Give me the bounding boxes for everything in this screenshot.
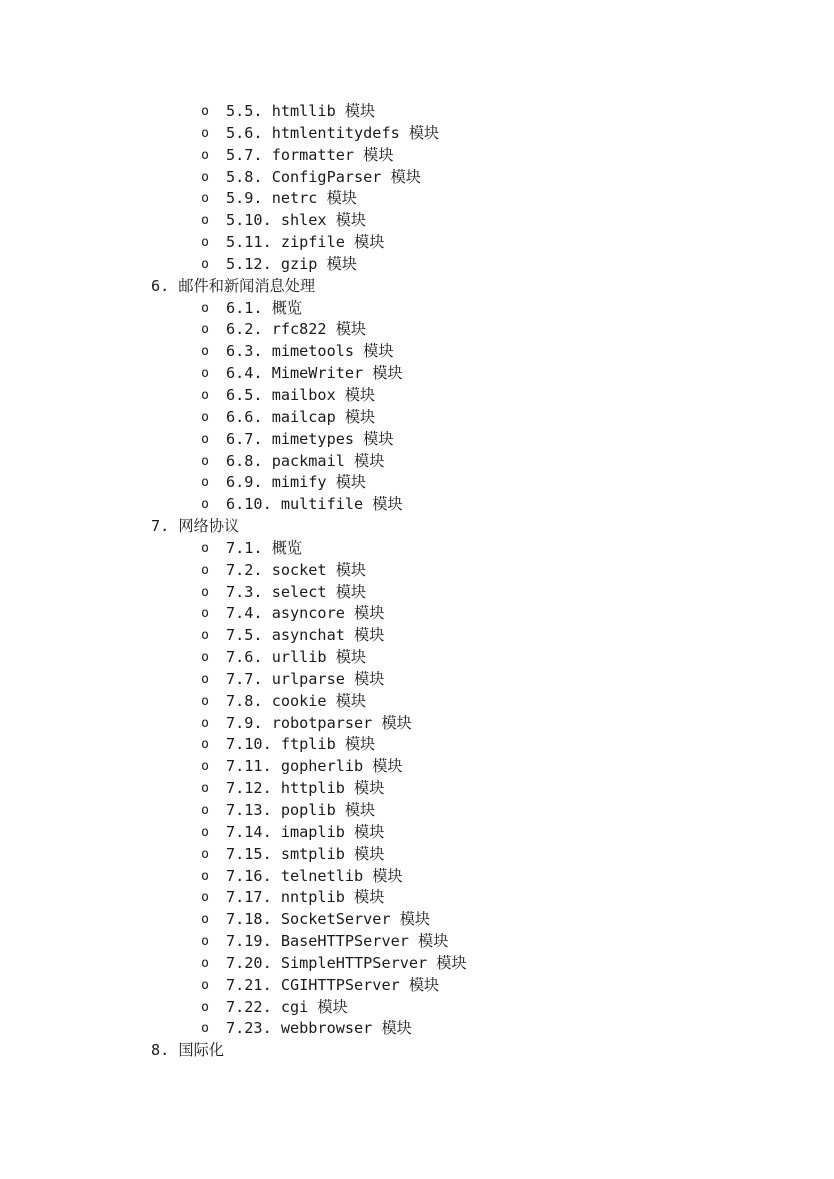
toc-subsection-item[interactable] — [0, 844, 834, 866]
toc-subsection-item[interactable] — [0, 582, 834, 604]
toc-subsection-item[interactable] — [0, 145, 834, 167]
circle-bullet-icon: o — [201, 256, 209, 272]
toc-subsection-item[interactable] — [0, 538, 834, 560]
toc-subsection-item[interactable] — [0, 210, 834, 232]
circle-bullet-icon: o — [201, 868, 209, 884]
circle-bullet-icon: o — [201, 366, 209, 382]
toc-subsection-item[interactable] — [0, 385, 834, 407]
toc-subsection-item[interactable] — [0, 298, 834, 320]
toc-entry-label[interactable]: 7.6. urllib 模块 — [226, 648, 367, 667]
toc-subsection-item[interactable] — [0, 560, 834, 582]
toc-subsection-item[interactable] — [0, 451, 834, 473]
circle-bullet-icon: o — [201, 955, 209, 971]
toc-subsection-item[interactable] — [0, 756, 834, 778]
toc-subsection-item[interactable] — [0, 232, 834, 254]
toc-entry-label[interactable]: 7.11. gopherlib 模块 — [226, 757, 403, 776]
circle-bullet-icon: o — [201, 169, 209, 185]
circle-bullet-icon: o — [201, 693, 209, 709]
circle-bullet-icon: o — [201, 977, 209, 993]
toc-entry-label[interactable]: 5.6. htmlentitydefs 模块 — [226, 123, 440, 142]
circle-bullet-icon: o — [201, 125, 209, 141]
toc-subsection-item[interactable] — [0, 603, 834, 625]
circle-bullet-icon: o — [201, 606, 209, 622]
circle-bullet-icon: o — [201, 650, 209, 666]
circle-bullet-icon: o — [201, 999, 209, 1015]
circle-bullet-icon: o — [201, 453, 209, 469]
toc-entry-label[interactable]: 6.6. mailcap 模块 — [226, 407, 376, 426]
circle-bullet-icon: o — [201, 409, 209, 425]
circle-bullet-icon: o — [201, 147, 209, 163]
circle-bullet-icon: o — [201, 562, 209, 578]
toc-subsection-item[interactable] — [0, 625, 834, 647]
toc-entry-label[interactable]: 7.23. webbrowser 模块 — [226, 1019, 412, 1038]
toc-subsection-item[interactable] — [0, 866, 834, 888]
toc-subsection-item[interactable] — [0, 167, 834, 189]
toc-entry-label[interactable]: 5.9. netrc 模块 — [226, 189, 357, 208]
toc-subsection-item[interactable] — [0, 713, 834, 735]
toc-entry-label[interactable]: 5.11. zipfile 模块 — [226, 233, 385, 252]
toc-entry-label[interactable]: 7.22. cgi 模块 — [226, 997, 348, 1016]
toc-subsection-item[interactable] — [0, 953, 834, 975]
toc-entry-label[interactable]: 6.3. mimetools 模块 — [226, 342, 394, 361]
circle-bullet-icon: o — [201, 671, 209, 687]
toc-subsection-item[interactable] — [0, 123, 834, 145]
circle-bullet-icon: o — [201, 824, 209, 840]
toc-entry-label[interactable]: 5.8. ConfigParser 模块 — [226, 167, 421, 186]
circle-bullet-icon: o — [201, 322, 209, 338]
toc-entry-label[interactable]: 5.7. formatter 模块 — [226, 145, 394, 164]
circle-bullet-icon: o — [201, 759, 209, 775]
circle-bullet-icon: o — [201, 475, 209, 491]
toc-entry-label[interactable]: 6.1. 概览 — [226, 298, 303, 317]
toc-subsection-item[interactable] — [0, 407, 834, 429]
toc-entry-label[interactable]: 6. 邮件和新闻消息处理 — [151, 276, 316, 295]
toc-subsection-item[interactable] — [0, 363, 834, 385]
circle-bullet-icon: o — [201, 584, 209, 600]
toc-section-item[interactable] — [0, 276, 834, 298]
toc-entry-label[interactable]: 7.10. ftplib 模块 — [226, 735, 376, 754]
toc-subsection-item[interactable] — [0, 669, 834, 691]
toc-entry-label[interactable]: 7.8. cookie 模块 — [226, 691, 367, 710]
toc-subsection-item[interactable] — [0, 691, 834, 713]
circle-bullet-icon: o — [201, 934, 209, 950]
toc-subsection-item[interactable] — [0, 975, 834, 997]
toc-entry-label[interactable]: 7.19. BaseHTTPServer 模块 — [226, 932, 449, 951]
toc-entry-label[interactable]: 7.18. SocketServer 模块 — [226, 910, 431, 929]
toc-subsection-item[interactable] — [0, 909, 834, 931]
circle-bullet-icon: o — [201, 1021, 209, 1037]
circle-bullet-icon: o — [201, 344, 209, 360]
toc-subsection-item[interactable] — [0, 931, 834, 953]
toc-subsection-item[interactable] — [0, 822, 834, 844]
toc-entry-label[interactable]: 7.9. robotparser 模块 — [226, 713, 412, 732]
toc-entry-label[interactable]: 7.4. asyncore 模块 — [226, 604, 385, 623]
toc-entry-label[interactable]: 7.16. telnetlib 模块 — [226, 866, 403, 885]
toc-subsection-item[interactable] — [0, 734, 834, 756]
circle-bullet-icon: o — [201, 431, 209, 447]
toc-entry-label[interactable]: 5.12. gzip 模块 — [226, 254, 357, 273]
circle-bullet-icon: o — [201, 191, 209, 207]
toc-subsection-item[interactable] — [0, 1018, 834, 1040]
toc-entry-label[interactable]: 6.5. mailbox 模块 — [226, 385, 376, 404]
circle-bullet-icon: o — [201, 104, 209, 119]
toc-entry-label[interactable]: 5.5. htmllib 模块 — [226, 102, 376, 120]
circle-bullet-icon: o — [201, 497, 209, 513]
toc-subsection-item[interactable] — [0, 800, 834, 822]
circle-bullet-icon: o — [201, 540, 209, 556]
circle-bullet-icon: o — [201, 846, 209, 862]
toc-section-item[interactable] — [0, 1040, 834, 1062]
toc-subsection-item[interactable] — [0, 997, 834, 1019]
toc-entry-label[interactable]: 7.20. SimpleHTTPServer 模块 — [226, 953, 467, 972]
toc-subsection-item[interactable] — [0, 319, 834, 341]
toc-entry-label[interactable]: 8. 国际化 — [151, 1041, 224, 1060]
toc-entry-label[interactable]: 6.7. mimetypes 模块 — [226, 429, 394, 448]
toc-entry-label[interactable]: 7.7. urlparse 模块 — [226, 669, 385, 688]
toc-subsection-item[interactable] — [0, 188, 834, 210]
circle-bullet-icon: o — [201, 890, 209, 906]
toc-entry-label[interactable]: 7.17. nntplib 模块 — [226, 888, 385, 907]
toc-subsection-item[interactable] — [0, 101, 834, 123]
toc-subsection-item[interactable] — [0, 429, 834, 451]
toc-subsection-item[interactable] — [0, 341, 834, 363]
toc-entry-label[interactable]: 7. 网络协议 — [151, 517, 240, 536]
circle-bullet-icon: o — [201, 781, 209, 797]
toc-subsection-item[interactable] — [0, 647, 834, 669]
circle-bullet-icon: o — [201, 235, 209, 251]
toc-subsection-item[interactable] — [0, 887, 834, 909]
circle-bullet-icon: o — [201, 912, 209, 928]
toc-entry-label[interactable]: 7.12. httplib 模块 — [226, 779, 385, 798]
circle-bullet-icon: o — [201, 213, 209, 229]
toc-subsection-item[interactable] — [0, 254, 834, 276]
circle-bullet-icon: o — [201, 628, 209, 644]
toc-entry-label[interactable]: 7.5. asynchat 模块 — [226, 626, 385, 645]
circle-bullet-icon: o — [201, 300, 209, 316]
circle-bullet-icon: o — [201, 715, 209, 731]
toc-entry-label[interactable]: 6.4. MimeWriter 模块 — [226, 364, 403, 383]
circle-bullet-icon: o — [201, 803, 209, 818]
toc-subsection-item[interactable] — [0, 472, 834, 494]
circle-bullet-icon: o — [201, 737, 209, 753]
toc-subsection-item[interactable] — [0, 494, 834, 516]
toc-entry-label[interactable]: 7.21. CGIHTTPServer 模块 — [226, 975, 440, 994]
table-of-contents — [0, 101, 834, 1062]
toc-entry-label[interactable]: 6.9. mimify 模块 — [226, 473, 367, 492]
toc-entry-label[interactable]: 6.8. packmail 模块 — [226, 451, 385, 470]
toc-entry-label[interactable]: 5.10. shlex 模块 — [226, 211, 367, 230]
toc-entry-label[interactable]: 6.10. multifile 模块 — [226, 495, 403, 514]
toc-entry-label[interactable]: 7.14. imaplib 模块 — [226, 822, 385, 841]
toc-entry-label[interactable]: 7.2. socket 模块 — [226, 560, 367, 579]
toc-subsection-item[interactable] — [0, 778, 834, 800]
circle-bullet-icon: o — [201, 387, 209, 403]
toc-entry-label[interactable]: 6.2. rfc822 模块 — [226, 320, 367, 339]
toc-entry-label[interactable]: 7.3. select 模块 — [226, 582, 367, 601]
toc-entry-label[interactable]: 7.13. poplib 模块 — [226, 801, 376, 819]
toc-entry-label[interactable]: 7.15. smtplib 模块 — [226, 844, 385, 863]
toc-section-item[interactable] — [0, 516, 834, 538]
toc-entry-label[interactable]: 7.1. 概览 — [226, 538, 303, 557]
